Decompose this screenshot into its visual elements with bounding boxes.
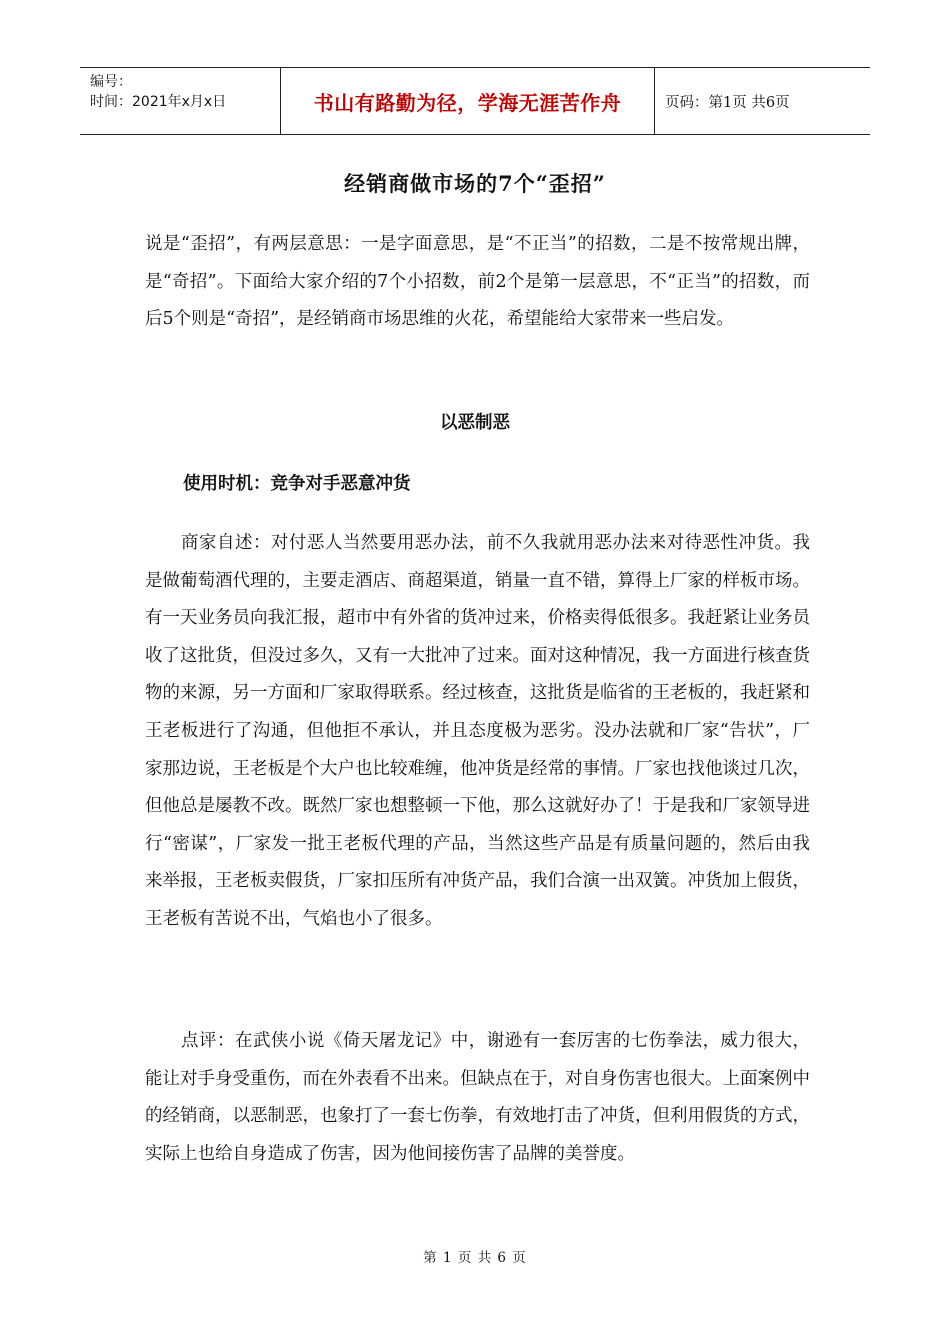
usage-timing-line: 使用时机：竞争对手恶意冲货 xyxy=(183,474,411,494)
document-time-label: 时间：2021年x月x日 xyxy=(90,94,227,110)
document-title: 经销商做市场的7个“歪招” xyxy=(344,171,606,196)
intro-paragraph: 说是“歪招”，有两层意思：一是字面意思，是“不正当”的招数，二是不按常规出牌，是“奇招”。下面给大家介绍的7个小招数，前2个是第一层意思，不“正当”的招数，而后5个则是“奇招”，是经销商市场思维的火花，希望能给大家带来一些启发。 xyxy=(145,234,810,330)
header-meta xyxy=(80,68,281,134)
page-footer: 第 1 页 共 6 页 xyxy=(423,1250,527,1266)
story-paragraph: 商家自述：对付恶人当然要用恶办法，前不久我就用恶办法来对待恶性冲货。我是做葡萄酒代理的，主要走酒店、商超渠道，销量一直不错，算得上厂家的样板市场。有一天业务员向我汇报，超市中有外省的货冲过来，价格卖得低很多。我赶紧让业务员收了这批货，但没过多久，又有一大批冲了过来。面对这种情况，我一方面进行核查货物的来源，另一方面和厂家取得联系。经过核查，这批货是临省的王老板的，我赶紧和王老板进行了沟通，但他拒不承认，并且态度极为恶劣。没办法就和厂家“告状”，厂家那边说，王老板是个大户也比较难缠，他冲货是经常的事情。厂家也找他谈过几次，但他总是屡教不改。既然厂家也想整顿一下他，那么这就好办了！于是我和厂家领导进行“密谋”，厂家发一批王老板代理的产品，当然这些产品是有质量问题的，然后由我来举报，王老板卖假货，厂家扣压所有冲货产品，我们合演一出双簧。冲货加上假货，王老板有苦说不出，气焰也小了很多。 xyxy=(145,533,810,929)
document-number-label: 编号： xyxy=(90,74,132,90)
comment-paragraph: 点评：在武侠小说《倚天屠龙记》中，谢逊有一套厉害的七伤拳法，威力很大，能让对手身受重伤，而在外表看不出来。但缺点在于，对自身伤害也很大。上面案例中的经销商，以恶制恶，也象打了一套七伤拳，有效地打击了冲货，但利用假货的方式，实际上也给自身造成了伤害，因为他间接伤害了品牌的美誉度。 xyxy=(145,1031,810,1164)
header-page-info: 页码：第1页 共6页 xyxy=(665,94,790,111)
section-heading: 以恶制恶 xyxy=(440,413,510,433)
document-header xyxy=(80,67,870,135)
header-motto: 书山有路勤为径，学海无涯苦作舟 xyxy=(281,68,655,134)
